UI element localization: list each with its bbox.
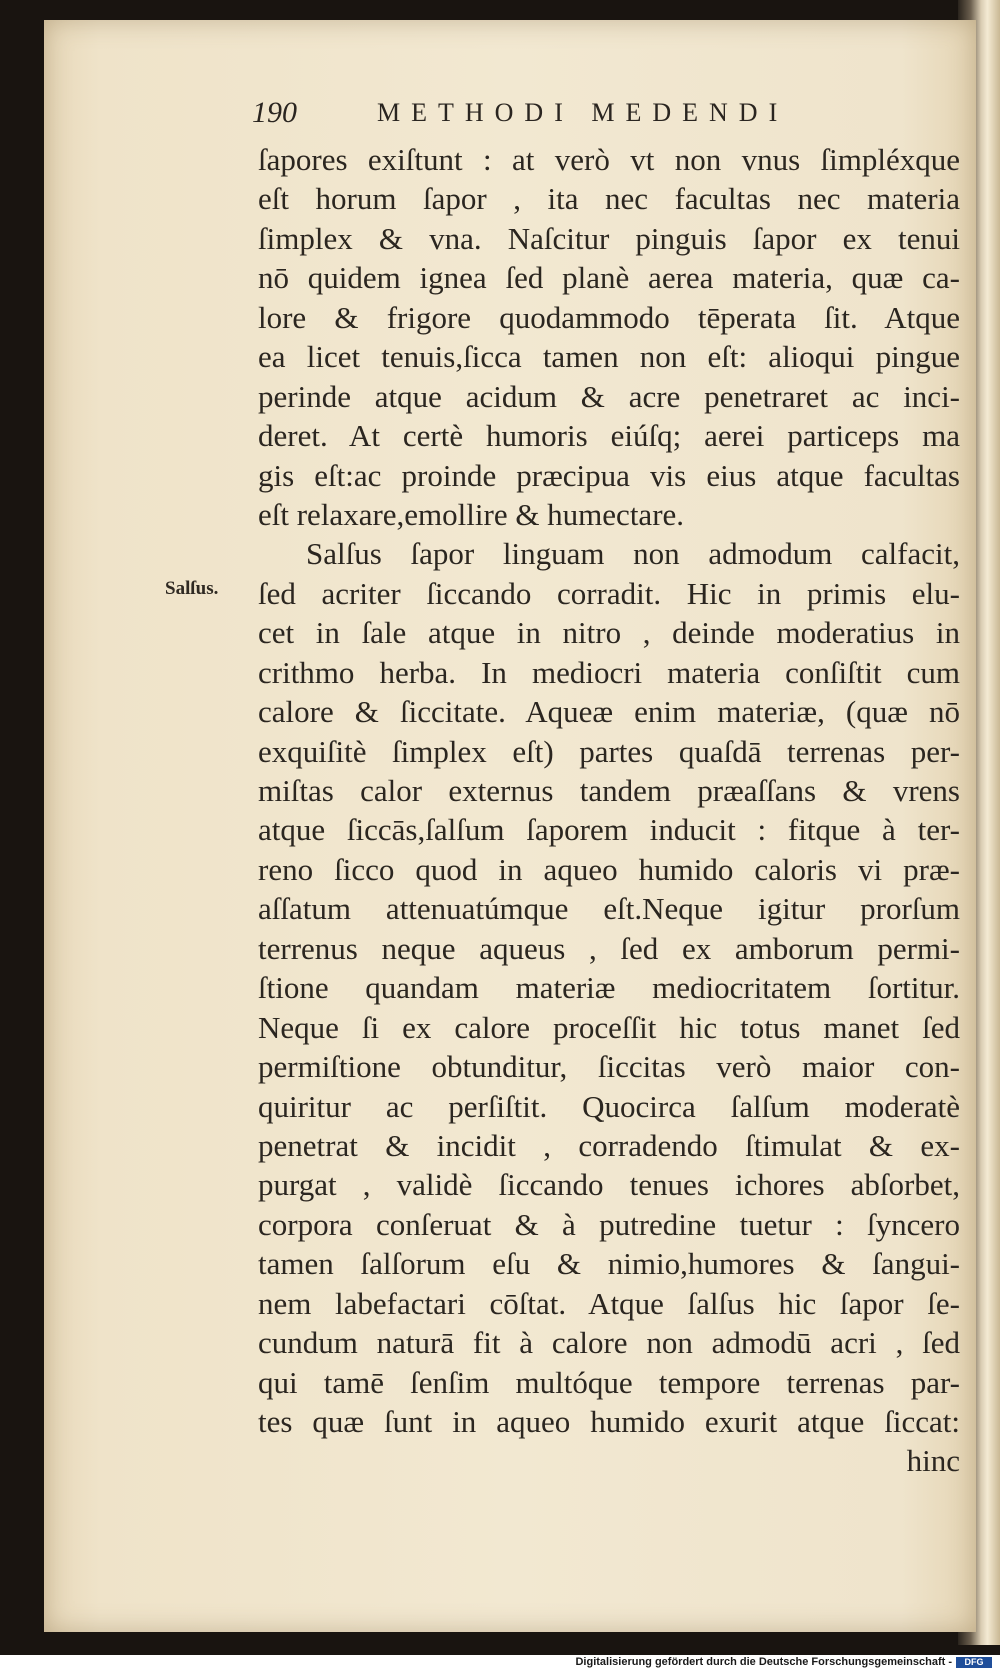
text-line: quiritur ac perſiſtit. Quocirca ſalſum moderatè: [258, 1088, 960, 1124]
text-line: reno ſicco quod in aqueo humido caloris vi præ-: [258, 851, 960, 887]
catchword: hinc: [906, 1443, 960, 1479]
text-line: purgat , validè ſiccando tenues ichores abſorbet,: [258, 1167, 960, 1203]
text-line: qui tamē ſenſim multóque tempore terrenas par-: [258, 1364, 960, 1400]
text-line: ea licet tenuis,ſicca tamen non eſt: alioqui pingue: [258, 339, 960, 375]
text-line: tes quæ ſunt in aqueo humido exurit atque ſiccat:: [258, 1404, 960, 1439]
text-line: cet in ſale atque in nitro , deinde moderatius in: [258, 615, 960, 651]
dfg-logo: DFG: [956, 1657, 992, 1668]
text-line: nō quidem ignea ſed planè aerea materia, quæ ca-: [258, 260, 960, 296]
digitization-footer: [0, 1655, 1000, 1670]
text-line: miſtas calor externus tandem præaſſans & vrens: [258, 773, 960, 808]
running-head-title: METHODI MEDENDI: [377, 98, 789, 127]
text-line: aſſatum attenuatúmque eſt.Neque igitur prorſum: [258, 891, 960, 927]
text-line: cundum naturā fit à calore non admodū acri , ſed: [258, 1325, 960, 1361]
text-line: calore & ſiccitate. Aqueæ enim materiæ, (quæ nō: [258, 694, 960, 730]
text-line: exquiſitè ſimplex eſt) partes quaſdā terrenas per-: [258, 733, 960, 769]
text-line: eſt relaxare,emollire & humectare.: [258, 496, 685, 532]
text-line: penetrat & incidit , corradendo ſtimulat & ex-: [258, 1127, 960, 1163]
marginal-note: Salſus.: [165, 578, 219, 599]
text-line: deret. At certè humoris eiúſq; aerei particeps ma: [258, 418, 960, 454]
text-line: corpora conſeruat & à putredine tuetur : ſyncero: [258, 1206, 960, 1242]
text-line: permiſtione obtunditur, ſiccitas verò maior con-: [258, 1049, 960, 1085]
text-line: ſtione quandam materiæ mediocritatem ſortitur.: [258, 970, 960, 1006]
running-head: [252, 96, 872, 136]
text-line: crithmo herba. In mediocri materia conſiſtit cum: [258, 654, 960, 690]
body-text: [258, 140, 960, 1481]
text-line: tamen ſalſorum eſu & nimio,humores & ſangui-: [258, 1246, 960, 1282]
text-line: nem labefactari cōſtat. Atque ſalſus hic ſapor ſe-: [258, 1285, 960, 1321]
text-line: ſimplex & vna. Naſcitur pinguis ſapor ex tenui: [258, 220, 960, 256]
text-line: lore & frigore quodammodo tēperata ſit. Atque: [258, 299, 960, 335]
text-line: terrenus neque aqueus , ſed ex amborum permi-: [258, 930, 960, 966]
text-line: gis eſt:ac proinde præcipua vis eius atque facultas: [258, 457, 960, 493]
text-line: Salſus ſapor linguam non admodum calfacit,: [306, 536, 960, 572]
text-line: ſapores exiſtunt : at verò vt non vnus ſimpléxque: [258, 142, 960, 177]
text-line: ſed acriter ſiccando corradit. Hic in primis elu-: [258, 575, 960, 611]
text-line: perinde atque acidum & acre penetraret ac inci-: [258, 378, 960, 414]
page-number: 190: [252, 96, 297, 129]
text-line: atque ſiccās,ſalſum ſaporem inducit : fitque à ter-: [258, 812, 960, 848]
text-line: eſt horum ſapor , ita nec facultas nec materia: [258, 181, 960, 217]
text-line: Neque ſi ex calore proceſſit hic totus manet ſed: [258, 1009, 960, 1045]
footer-credit: Digitalisierung gefördert durch die Deutsche Forschungsgemeinschaft -: [575, 1656, 952, 1668]
